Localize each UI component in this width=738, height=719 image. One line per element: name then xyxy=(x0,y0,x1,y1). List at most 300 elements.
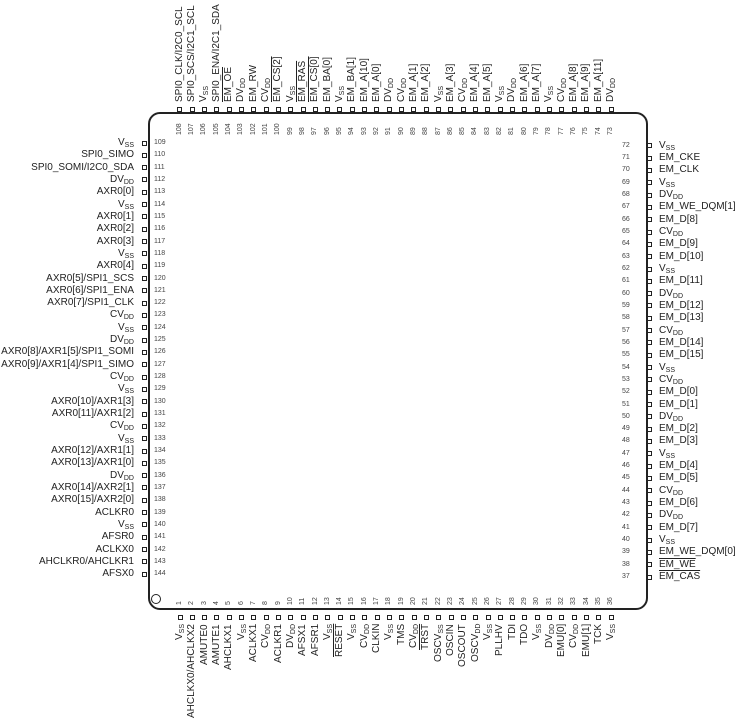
pin-number-35: 35 xyxy=(594,597,602,605)
chip-body xyxy=(148,112,648,610)
pin-pad-83 xyxy=(485,107,490,112)
pin-label-102: EM_RW xyxy=(247,64,259,102)
pin-label-101: $CV_{DD}$ xyxy=(260,77,273,102)
pin-number-61: 61 xyxy=(622,277,630,285)
pin-number-3: 3 xyxy=(200,601,208,605)
pin-number-129: 129 xyxy=(154,385,166,393)
pin-number-81: 81 xyxy=(508,127,516,135)
pin-number-11: 11 xyxy=(299,597,307,605)
pin-number-7: 7 xyxy=(249,601,257,605)
pin-pad-49 xyxy=(647,427,652,432)
pin-label-43: EM_D[6] xyxy=(659,497,698,509)
pin-label-63: EM_D[10] xyxy=(659,250,704,262)
pin-number-101: 101 xyxy=(262,123,270,135)
pin-label-138: AXR0[15]/AXR2[0] xyxy=(51,494,134,506)
pin-number-39: 39 xyxy=(622,548,630,556)
pin-number-102: 102 xyxy=(249,123,257,135)
pin-number-68: 68 xyxy=(622,191,630,199)
pin-number-100: 100 xyxy=(274,123,282,135)
pin-number-106: 106 xyxy=(200,123,208,135)
pin-label-80: EM_A[6] xyxy=(518,63,530,102)
pin-label-75: EM_A[9] xyxy=(580,63,592,102)
pin-label-41: EM_D[7] xyxy=(659,521,698,533)
pin-label-54: $V_{SS}$ xyxy=(659,361,676,374)
pin-pad-108 xyxy=(177,107,182,112)
pin-label-15: $V_{SS}$ xyxy=(346,623,359,640)
pin-pad-38 xyxy=(647,562,652,567)
pin-label-16: $CV_{DD}$ xyxy=(358,623,371,648)
pin-label-2: AHCLKX0/AHCLKX2 xyxy=(186,624,198,718)
pin-number-51: 51 xyxy=(622,400,630,408)
pin-pad-5 xyxy=(227,615,232,620)
pin-number-37: 37 xyxy=(622,573,630,580)
pin-label-14: RESET xyxy=(334,623,346,657)
pin-label-95: $V_{SS}$ xyxy=(333,85,346,102)
pin-number-117: 117 xyxy=(154,237,166,245)
pin-pad-134 xyxy=(142,449,147,454)
pin-label-113: AXR0[0] xyxy=(96,186,134,198)
pin-pad-118 xyxy=(142,251,147,256)
pin-label-3: AMUTE0 xyxy=(198,624,210,665)
pin-pad-45 xyxy=(647,476,652,481)
pin-label-28: TDI xyxy=(506,623,518,640)
pin-label-37: EM_CAS xyxy=(659,571,701,582)
pin-label-42: $DV_{DD}$ xyxy=(659,509,684,522)
pin-number-50: 50 xyxy=(622,412,630,420)
pin-number-42: 42 xyxy=(622,511,630,519)
pin-number-21: 21 xyxy=(422,597,430,605)
pin-pad-9 xyxy=(276,615,281,620)
pin-label-143: AHCLKR0/AHCLKR1 xyxy=(38,555,134,567)
pin-label-31: $DV_{DD}$ xyxy=(543,623,556,648)
pin-label-44: $CV_{DD}$ xyxy=(659,484,684,497)
pin-number-137: 137 xyxy=(154,483,166,491)
pin-label-124: $V_{SS}$ xyxy=(117,321,134,334)
pin-pad-101 xyxy=(264,107,269,112)
pin-number-38: 38 xyxy=(622,560,630,568)
pin-label-38: EM_WE xyxy=(659,558,696,570)
pin-number-98: 98 xyxy=(299,127,306,135)
pin-label-59: EM_D[12] xyxy=(659,299,704,311)
pin-pad-89 xyxy=(411,107,416,112)
pin-number-132: 132 xyxy=(154,422,166,430)
pin-number-128: 128 xyxy=(154,373,166,381)
pin-label-110: SPI0_SIMO xyxy=(81,149,134,161)
pin-pad-55 xyxy=(647,353,652,358)
pin-number-16: 16 xyxy=(360,597,368,605)
pin-pad-131 xyxy=(142,412,147,417)
pin-pad-103 xyxy=(239,107,244,112)
pin-label-39: EM_WE_DQM[0] xyxy=(659,546,736,558)
pin-pad-41 xyxy=(647,525,652,530)
pin-pad-122 xyxy=(142,301,147,306)
pin-label-81: $DV_{DD}$ xyxy=(506,77,519,102)
pin-label-67: EM_WE_DQM[1] xyxy=(659,201,736,213)
pin-number-116: 116 xyxy=(154,225,166,233)
pin-label-82: $V_{SS}$ xyxy=(494,85,507,102)
pin-number-78: 78 xyxy=(545,127,553,135)
pin-pad-124 xyxy=(142,325,147,330)
pin-label-122: AXR0[7]/SPI1_CLK xyxy=(47,297,134,309)
pin-label-27: PLLHV xyxy=(494,624,506,656)
pin-pad-85 xyxy=(461,107,466,112)
pin-pad-107 xyxy=(190,107,195,112)
pin-number-24: 24 xyxy=(459,597,467,605)
pin-label-106: $V_{SS}$ xyxy=(198,85,211,102)
pin-label-69: $V_{SS}$ xyxy=(659,176,676,189)
pin-label-98: EM_RAS xyxy=(297,60,308,102)
pin-label-89: EM_A[1] xyxy=(407,63,419,102)
pin-pad-109 xyxy=(142,141,147,146)
pin-label-127: AXR0[9]/AXR1[4]/SPI1_SIMO xyxy=(1,358,134,370)
pin-pad-82 xyxy=(498,107,503,112)
pin-pad-123 xyxy=(142,313,147,318)
pin-pad-30 xyxy=(535,615,540,620)
pin-pad-71 xyxy=(647,156,652,161)
pin-pad-1 xyxy=(178,615,183,620)
pin-number-89: 89 xyxy=(409,127,417,135)
pin-pad-64 xyxy=(647,242,652,247)
pin-label-64: EM_D[9] xyxy=(659,238,698,250)
pin-number-13: 13 xyxy=(323,597,331,605)
pin-number-82: 82 xyxy=(496,127,504,135)
pin-pad-69 xyxy=(647,180,652,185)
pin-label-76: EM_A[8] xyxy=(568,63,580,102)
pin-number-8: 8 xyxy=(262,601,270,605)
pin-pad-62 xyxy=(647,267,652,272)
pin-pad-21 xyxy=(424,615,429,620)
pin-pad-28 xyxy=(510,615,515,620)
pin-number-27: 27 xyxy=(496,597,504,605)
pin-pad-3 xyxy=(202,615,207,620)
pin-label-114: $V_{SS}$ xyxy=(117,198,134,211)
pin-pad-40 xyxy=(647,538,652,543)
pin-number-47: 47 xyxy=(622,449,630,457)
pin-number-142: 142 xyxy=(154,545,166,553)
pin-number-118: 118 xyxy=(154,249,166,257)
pin-number-112: 112 xyxy=(154,175,166,183)
pin-number-71: 71 xyxy=(622,154,630,162)
pin-pad-99 xyxy=(288,107,293,112)
pin-label-11: AFSX1 xyxy=(297,624,309,656)
pin-pad-10 xyxy=(288,615,293,620)
pin-pad-7 xyxy=(251,615,256,620)
pin-label-133: $V_{SS}$ xyxy=(117,432,134,445)
pin-label-66: EM_D[8] xyxy=(659,213,698,225)
pin-pad-16 xyxy=(362,615,367,620)
pin-number-31: 31 xyxy=(545,597,553,605)
pin-label-32: EMU[0] xyxy=(555,623,567,657)
pin-label-140: $V_{SS}$ xyxy=(117,518,134,531)
pin-number-48: 48 xyxy=(622,437,630,445)
pin-label-78: $V_{SS}$ xyxy=(543,85,556,102)
pin-number-110: 110 xyxy=(154,151,166,159)
pin-number-80: 80 xyxy=(520,127,528,135)
pin-label-121: AXR0[6]/SPI1_ENA xyxy=(46,284,134,296)
pin-number-22: 22 xyxy=(434,597,442,605)
pin-label-116: AXR0[2] xyxy=(96,223,134,235)
pin-label-97: EM_CS[0] xyxy=(309,56,321,102)
pin-number-72: 72 xyxy=(622,141,630,149)
pin-number-130: 130 xyxy=(154,397,166,405)
pin-label-48: EM_D[3] xyxy=(659,435,698,447)
pin-label-134: AXR0[12]/AXR1[1] xyxy=(51,445,134,456)
pin-pad-4 xyxy=(214,615,219,620)
pin-pad-76 xyxy=(572,107,577,112)
pin-label-120: AXR0[5]/SPI1_SCS xyxy=(46,272,134,284)
pin-pad-140 xyxy=(142,522,147,527)
pin-label-131: AXR0[11]/AXR1[2] xyxy=(51,408,134,420)
pin-number-144: 144 xyxy=(154,570,166,578)
pin-label-7: ACLKX1 xyxy=(247,623,259,662)
pin-pad-78 xyxy=(547,107,552,112)
pin-pad-128 xyxy=(142,375,147,380)
pin-pad-73 xyxy=(609,107,614,112)
pin-pad-114 xyxy=(142,202,147,207)
pin-pad-127 xyxy=(142,362,147,367)
pin-number-84: 84 xyxy=(471,127,479,135)
pin-label-70: EM_CLK xyxy=(659,164,700,176)
pin-number-123: 123 xyxy=(154,311,166,319)
pin-number-23: 23 xyxy=(447,597,455,605)
pin-number-86: 86 xyxy=(446,127,454,135)
pin-label-1: $V_{SS}$ xyxy=(174,623,186,640)
pin-label-23: OSCIN xyxy=(445,624,457,656)
pin-number-74: 74 xyxy=(594,127,602,135)
pin-pad-141 xyxy=(142,535,147,540)
pin-pad-25 xyxy=(473,615,478,620)
pin-number-75: 75 xyxy=(582,127,590,135)
pin-label-13: $V_{SS}$ xyxy=(321,623,334,640)
pin-label-119: AXR0[4] xyxy=(96,260,134,272)
pin-number-103: 103 xyxy=(237,123,245,135)
pin-number-90: 90 xyxy=(397,127,405,135)
pin-pad-42 xyxy=(647,513,652,518)
pin-label-128: $CV_{DD}$ xyxy=(109,371,134,384)
pin-number-122: 122 xyxy=(154,299,166,307)
pin-number-4: 4 xyxy=(212,601,220,605)
pin-number-107: 107 xyxy=(188,123,196,135)
pin-number-109: 109 xyxy=(154,139,166,146)
pin-label-18: $V_{SS}$ xyxy=(383,623,396,640)
pin-number-105: 105 xyxy=(212,123,220,135)
pin-pad-72 xyxy=(647,143,652,148)
pin-pad-139 xyxy=(142,510,147,515)
pin-pad-137 xyxy=(142,485,147,490)
pin-label-109: $V_{SS}$ xyxy=(117,137,134,149)
pin-number-135: 135 xyxy=(154,459,166,467)
pin-label-115: AXR0[1] xyxy=(96,210,134,222)
pin-pad-36 xyxy=(609,615,614,620)
pin-label-33: $CV_{DD}$ xyxy=(568,623,581,648)
pin-pad-117 xyxy=(142,239,147,244)
pin-number-66: 66 xyxy=(622,215,630,223)
pin-label-56: EM_D[14] xyxy=(659,336,704,348)
pin-label-55: EM_D[15] xyxy=(659,349,704,361)
pin-number-64: 64 xyxy=(622,240,630,248)
pin-pad-11 xyxy=(301,615,306,620)
pin-number-143: 143 xyxy=(154,557,166,565)
pin-number-70: 70 xyxy=(622,166,630,174)
pin-pad-47 xyxy=(647,451,652,456)
pin-label-130: AXR0[10]/AXR1[3] xyxy=(51,395,134,407)
pin-pad-95 xyxy=(337,107,342,112)
pin-pad-93 xyxy=(362,107,367,112)
pin-pad-119 xyxy=(142,264,147,269)
pin-number-59: 59 xyxy=(622,301,630,309)
pin-label-77: $CV_{DD}$ xyxy=(555,77,568,102)
pin-label-144: AFSX0 xyxy=(102,568,134,580)
pin-number-12: 12 xyxy=(311,597,319,605)
pin-pad-130 xyxy=(142,399,147,404)
pin-label-50: $DV_{DD}$ xyxy=(659,410,684,423)
pin-pad-18 xyxy=(387,615,392,620)
pin-number-28: 28 xyxy=(508,597,516,605)
pin-pad-79 xyxy=(535,107,540,112)
pin-pad-77 xyxy=(559,107,564,112)
pin-number-30: 30 xyxy=(533,597,541,605)
pin-pad-58 xyxy=(647,316,652,321)
pin-pad-24 xyxy=(461,615,466,620)
pin-label-21: TRST xyxy=(420,623,432,650)
pin-number-26: 26 xyxy=(484,597,491,605)
pin-number-32: 32 xyxy=(557,597,565,605)
pin-label-19: TMS xyxy=(395,623,407,645)
pin-label-104: EM_OE xyxy=(223,66,235,102)
pin-number-85: 85 xyxy=(459,127,467,135)
pin-pad-106 xyxy=(202,107,207,112)
pin-number-19: 19 xyxy=(397,597,405,605)
pin-pad-75 xyxy=(584,107,589,112)
pin-number-60: 60 xyxy=(622,289,630,297)
pin-number-95: 95 xyxy=(335,127,343,135)
pin-label-96: EM_BA[0] xyxy=(321,56,333,102)
pin-pad-32 xyxy=(559,615,564,620)
pin-pad-97 xyxy=(313,107,318,112)
pin-pad-84 xyxy=(473,107,478,112)
pin-pad-116 xyxy=(142,227,147,232)
pin-number-65: 65 xyxy=(622,228,630,236)
pin-pad-37 xyxy=(647,575,652,580)
pin-label-10: $DV_{DD}$ xyxy=(284,623,297,648)
pin-label-9: ACLKR1 xyxy=(272,624,284,663)
pin-pad-20 xyxy=(412,615,417,620)
pin-number-76: 76 xyxy=(570,127,578,135)
pin-pad-33 xyxy=(572,615,577,620)
pin-label-79: EM_A[7] xyxy=(531,63,543,102)
pin-pad-100 xyxy=(276,107,281,112)
pin-pad-81 xyxy=(510,107,515,112)
pin-number-46: 46 xyxy=(622,462,630,470)
pin-pad-19 xyxy=(399,615,404,620)
pin-label-30: $V_{SS}$ xyxy=(531,623,544,640)
pin-number-54: 54 xyxy=(622,363,630,371)
pin-label-62: $V_{SS}$ xyxy=(659,263,676,275)
pin-pad-67 xyxy=(647,205,652,210)
pin-pad-8 xyxy=(264,615,269,620)
pin-pad-27 xyxy=(498,615,503,620)
pin-pad-126 xyxy=(142,350,147,355)
pin-label-137: AXR0[14]/AXR2[1] xyxy=(51,481,134,493)
pin-label-20: $CV_{DD}$ xyxy=(408,623,421,648)
pin-number-17: 17 xyxy=(373,597,381,605)
pin-label-99: $V_{SS}$ xyxy=(284,85,297,102)
pin-pad-70 xyxy=(647,168,652,173)
pin-label-12: AFSR1 xyxy=(309,623,321,656)
pin-number-127: 127 xyxy=(154,360,166,368)
pin-number-120: 120 xyxy=(154,274,166,282)
pin-label-125: $DV_{DD}$ xyxy=(109,334,134,347)
pin-label-103: $DV_{DD}$ xyxy=(235,77,248,102)
pin-number-121: 121 xyxy=(154,286,166,294)
pin-label-26: $V_{SS}$ xyxy=(482,623,494,640)
pin-pad-59 xyxy=(647,303,652,308)
pin-number-15: 15 xyxy=(348,597,356,605)
pin-pad-31 xyxy=(547,615,552,620)
pin-number-6: 6 xyxy=(237,601,245,605)
pin-label-129: $V_{SS}$ xyxy=(117,383,134,396)
pin-number-29: 29 xyxy=(520,597,528,605)
pin-number-134: 134 xyxy=(154,447,166,454)
pin-pad-88 xyxy=(424,107,429,112)
pin-label-92: EM_A[0] xyxy=(370,63,382,102)
pin-pad-17 xyxy=(375,615,380,620)
pin-pad-135 xyxy=(142,461,147,466)
pin-pad-98 xyxy=(301,107,306,112)
pin-pad-34 xyxy=(584,615,589,620)
pin-label-73: $DV_{DD}$ xyxy=(605,77,617,102)
pin-label-84: EM_A[4] xyxy=(469,63,481,102)
pin-pad-65 xyxy=(647,230,652,235)
pin-number-96: 96 xyxy=(323,127,331,135)
pin-number-49: 49 xyxy=(622,425,630,433)
pin-number-91: 91 xyxy=(385,127,393,135)
pin-pad-52 xyxy=(647,390,652,395)
pin-number-99: 99 xyxy=(286,127,294,135)
pin-pad-39 xyxy=(647,550,652,555)
pin-number-1: 1 xyxy=(176,601,183,605)
pin-number-92: 92 xyxy=(372,127,380,135)
pin-pad-113 xyxy=(142,190,147,195)
pin-pad-115 xyxy=(142,214,147,219)
pin-number-113: 113 xyxy=(154,188,166,196)
pin-pad-23 xyxy=(449,615,454,620)
pin-label-86: EM_A[3] xyxy=(444,63,456,102)
pin-number-124: 124 xyxy=(154,323,166,331)
pin-label-88: EM_A[2] xyxy=(420,63,432,102)
pin-number-52: 52 xyxy=(622,388,630,396)
pin-pad-54 xyxy=(647,365,652,370)
pin-pad-60 xyxy=(647,291,652,296)
pin-pad-48 xyxy=(647,439,652,444)
pin-label-83: EM_A[5] xyxy=(481,63,493,102)
pin-number-114: 114 xyxy=(154,200,166,208)
pin-label-5: AHCLKX1 xyxy=(223,624,235,670)
pin-label-35: TCK xyxy=(592,624,604,644)
pin-number-87: 87 xyxy=(434,127,442,135)
pin-label-108: SPI0_CLK/I2C0_SCL xyxy=(173,6,185,102)
pin-number-94: 94 xyxy=(348,127,356,135)
pin-number-34: 34 xyxy=(582,597,590,605)
pin-pad-143 xyxy=(142,559,147,564)
pin-number-79: 79 xyxy=(533,127,541,135)
pin-label-91: $DV_{DD}$ xyxy=(383,77,396,102)
pin-label-40: $V_{SS}$ xyxy=(659,534,676,547)
pin-number-62: 62 xyxy=(622,265,630,272)
pin-label-90: $CV_{DD}$ xyxy=(395,77,408,102)
pin-pad-2 xyxy=(190,615,195,620)
pin-pad-63 xyxy=(647,254,652,259)
